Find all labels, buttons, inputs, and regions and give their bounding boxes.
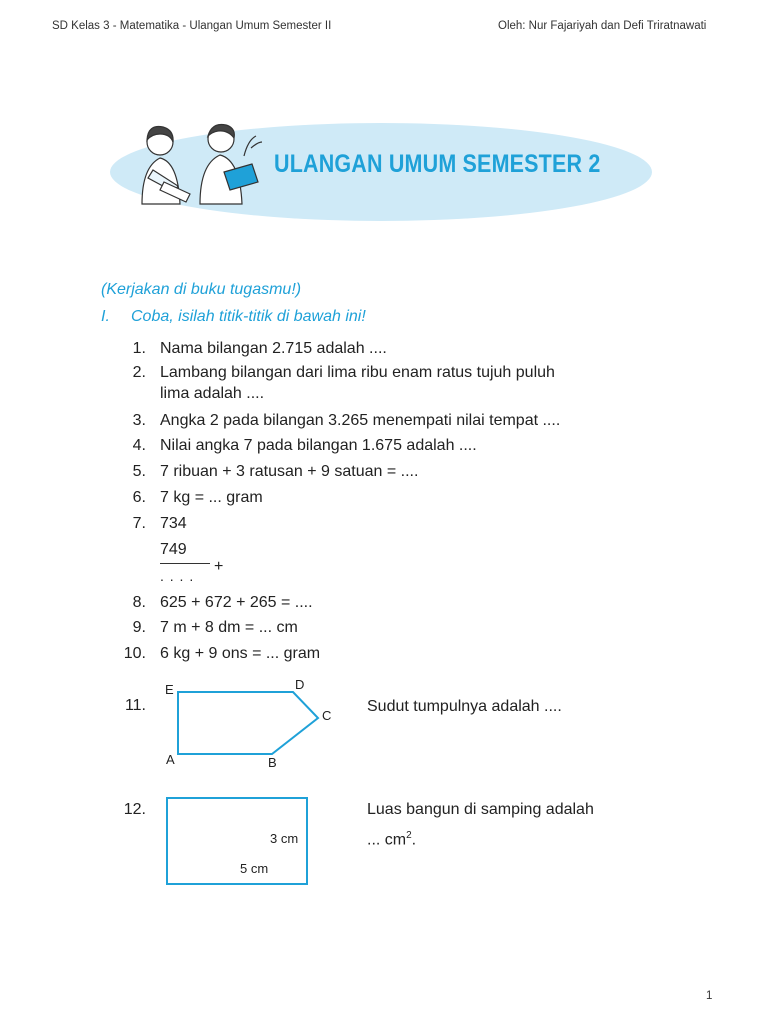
addend-2: 749 <box>160 541 187 558</box>
question-number: 8. <box>132 594 146 611</box>
page-number: 1 <box>706 990 713 1002</box>
question-number: 5. <box>132 463 146 480</box>
question-text-line-2: lima adalah .... <box>160 385 265 402</box>
question-number: 11. <box>124 697 146 714</box>
question-12-text-line-1: Luas bangun di samping adalah <box>367 801 594 818</box>
question-text-line-1: Lambang bilangan dari lima ribu enam ratus tujuh puluh <box>160 364 555 381</box>
question-number: 10. <box>123 645 146 662</box>
pentagon-figure <box>160 680 340 770</box>
question-11-text: Sudut tumpulnya adalah .... <box>367 698 562 715</box>
banner-title: ULANGAN UMUM SEMESTER 2 <box>274 150 601 178</box>
question-text: 625 + 672 + 265 = .... <box>160 594 313 611</box>
sum-line <box>160 563 210 564</box>
question-text: 6 kg + 9 ons = ... gram <box>160 645 321 662</box>
question-text: 7 ribuan + 3 ratusan + 9 satuan = .... <box>160 463 419 480</box>
header-right: Oleh: Nur Fajariyah dan Defi Triratnawati <box>498 20 707 32</box>
question-3 <box>132 410 561 431</box>
vertex-label-b: B <box>268 755 277 770</box>
addend-1: 734 <box>160 515 187 532</box>
question-12-text-line-2 <box>367 825 416 850</box>
vertex-label-e: E <box>165 682 174 697</box>
vertex-label-d: D <box>295 677 305 692</box>
header-left: SD Kelas 3 - Matematika - Ulangan Umum Semester II <box>52 20 332 32</box>
question-1 <box>132 338 387 359</box>
question-number: 2. <box>132 364 146 381</box>
question-number: 12. <box>123 801 146 818</box>
question-number: 3. <box>132 412 146 429</box>
height-label: 3 cm <box>270 831 299 846</box>
answer-blank-unit: ... cm <box>367 831 407 849</box>
question-4 <box>132 435 477 456</box>
sum-blank: . . . . <box>160 568 195 584</box>
question-9 <box>132 617 298 638</box>
question-10 <box>123 643 321 664</box>
question-text: Nilai angka 7 pada bilangan 1.675 adalah .... <box>160 437 477 454</box>
question-text: 7 kg = ... gram <box>160 489 263 506</box>
question-text: Nama bilangan 2.715 adalah .... <box>160 340 387 357</box>
question-text: 7 m + 8 dm = ... cm <box>160 619 298 636</box>
question-7 <box>132 513 187 534</box>
plus-sign: + <box>214 558 224 575</box>
question-text: Angka 2 pada bilangan 3.265 menempati nilai tempat .... <box>160 412 561 429</box>
width-label: 5 cm <box>240 861 269 876</box>
vertex-label-c: C <box>322 708 332 723</box>
question-number: 6. <box>132 489 146 506</box>
instruction-text: (Kerjakan di buku tugasmu!) <box>101 281 302 298</box>
question-6 <box>132 487 263 508</box>
exponent: 2 <box>406 830 412 841</box>
sentence-end: . <box>411 831 417 849</box>
section-title: Coba, isilah titik-titik di bawah ini! <box>131 308 366 325</box>
question-8 <box>132 592 313 613</box>
question-number: 7. <box>132 515 146 532</box>
question-number: 1. <box>132 340 146 357</box>
question-5 <box>132 461 419 482</box>
question-number: 4. <box>132 437 146 454</box>
question-2 <box>132 362 555 404</box>
vertex-label-a: A <box>166 752 175 767</box>
question-number: 9. <box>132 619 146 636</box>
section-number: I. <box>101 308 110 325</box>
